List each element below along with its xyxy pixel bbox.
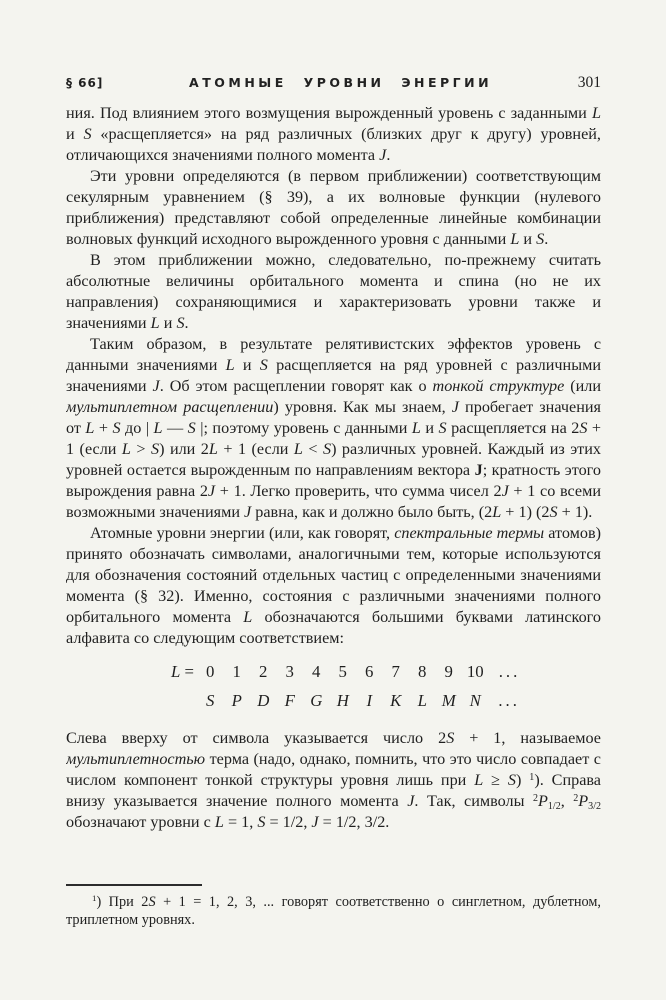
text-run: + 1, называемое	[454, 729, 601, 747]
text-run: = 1/2,	[265, 813, 312, 831]
text-run: = 1,	[223, 813, 258, 831]
text-run: J	[407, 792, 415, 810]
page-number: 301	[577, 74, 601, 91]
text-run: P	[538, 792, 548, 810]
text-run: P	[578, 792, 589, 810]
text-run: L	[153, 419, 163, 437]
l-equals-label	[152, 661, 197, 682]
text-run: 2	[532, 792, 538, 804]
text-run: 1	[529, 771, 535, 783]
text-run: «расщепляется» на ряд различных (близких друг к другу) уровней, отличающихся значениями полного момента	[66, 125, 601, 164]
text-run: и	[159, 314, 177, 332]
text-run: J	[501, 482, 509, 500]
footnote-text	[66, 893, 601, 931]
text-run: S	[507, 771, 516, 789]
text-run: ния. Под влиянием этого возмущения вырожденный уровень с заданными	[66, 104, 592, 122]
text-run: Таким образом, в результате релятивистских эффектов уровень с данными значениями	[66, 335, 601, 374]
text-run: S	[322, 440, 332, 458]
term-letters	[197, 690, 531, 711]
text-run: 3/2	[588, 800, 601, 812]
text-run: J	[152, 377, 160, 395]
text-run: .	[386, 146, 391, 164]
page-title: АТОМНЫЕ УРОВНИ ЭНЕРГИИ	[189, 75, 493, 90]
text-run: )	[516, 771, 530, 789]
text-run: В этом приближении можно, следовательно, по-прежнему считать абсолютные величины орбитального момента и спина (но не их направления) сохраняющимися и характеризовать уровни также и значениями	[66, 251, 601, 332]
text-run: пробегает значения от	[66, 398, 601, 437]
l-value: ...	[498, 662, 521, 681]
text-run: L	[208, 440, 218, 458]
text-run: L	[85, 419, 95, 437]
text-run: S	[257, 813, 266, 831]
text-run: J	[207, 482, 216, 500]
text-run: тонкой структуре	[432, 377, 565, 395]
text-run: =	[180, 662, 194, 681]
l-value: 9	[444, 662, 453, 681]
l-value: 4	[312, 662, 321, 681]
term-letter: H	[336, 691, 349, 710]
text-run: мультиплетном расщеплении	[66, 398, 274, 416]
term-table	[152, 661, 601, 719]
l-value: 6	[365, 662, 374, 681]
term-letter: L	[417, 691, 427, 710]
text-run: = 1/2, 3/2.	[318, 813, 390, 831]
paragraph-2	[66, 166, 601, 250]
term-letter: D	[257, 691, 270, 710]
text-run: (или	[564, 377, 601, 395]
text-run: + 1) (2	[501, 503, 550, 521]
text-run: —	[162, 419, 188, 437]
text-run: и	[234, 356, 260, 374]
text-run: >	[130, 440, 151, 458]
text-run: обозначают уровни с	[66, 813, 215, 831]
l-value: 1	[232, 662, 241, 681]
text-run: L	[591, 104, 601, 122]
running-head	[66, 74, 601, 92]
l-value: 3	[285, 662, 294, 681]
text-run: L	[492, 503, 502, 521]
l-value: 7	[391, 662, 400, 681]
l-values	[197, 661, 531, 682]
text-run: S	[438, 419, 447, 437]
text-run: <	[302, 440, 323, 458]
text-run: спектральные термы	[394, 524, 545, 542]
text-run: ) уровня. Как мы знаем,	[273, 398, 452, 416]
text-run: и	[420, 419, 439, 437]
text-run: и	[66, 125, 84, 143]
letters-row	[152, 690, 601, 719]
l-value: 0	[206, 662, 215, 681]
text-run: .	[184, 314, 189, 332]
text-run: S	[446, 729, 455, 747]
text-run: расщепляется на ряд уровней с различными значениями	[66, 356, 601, 395]
text-run: L	[170, 662, 181, 681]
text-run: + 1 со всеми возможными значениями	[66, 482, 601, 521]
text-run: S	[83, 125, 92, 143]
text-run: терма (надо, однако, помнить, что это число совпадает с числом компонент тонкой структуры уровня лишь при	[66, 750, 601, 789]
text-run: ) различных уровней. Каждый из этих уровней остается вырожденным по направлениям вектора	[66, 440, 601, 479]
text-run: + 1 (если	[217, 440, 294, 458]
text-run: до |	[120, 419, 154, 437]
text-run: |; поэтому уровень с данными	[195, 419, 412, 437]
term-letter: I	[366, 691, 373, 710]
term-letter: M	[441, 691, 456, 710]
text-run: обозначаются большими буквами латинского алфавита со следующим соответствием:	[66, 608, 601, 647]
text-run: S	[112, 419, 121, 437]
term-letter: F	[284, 691, 295, 710]
text-run: ). Справа внизу указывается значение полного момента	[66, 771, 601, 810]
footnote-rule	[66, 884, 202, 886]
term-letter: G	[310, 691, 323, 710]
text-run: S	[187, 419, 196, 437]
l-value: 2	[259, 662, 268, 681]
l-value: 10	[466, 662, 484, 681]
l-values-row	[152, 661, 601, 690]
term-letter: K	[390, 691, 402, 710]
text-run: J	[379, 146, 387, 164]
text-run: L	[474, 771, 484, 789]
text-run: L	[150, 314, 160, 332]
paragraph-1	[66, 103, 601, 166]
text-run: мультиплетностью	[66, 750, 206, 768]
text-run: L	[411, 419, 421, 437]
text-run: L	[510, 230, 520, 248]
text-run: ) или 2	[159, 440, 209, 458]
text-run: 2	[573, 792, 579, 804]
text-run: + 1).	[557, 503, 593, 521]
text-run: ≥	[483, 771, 508, 789]
text-run: . Так, символы	[414, 792, 533, 810]
term-letter: S	[206, 691, 215, 710]
text-run: L	[121, 440, 131, 458]
text-run: .	[544, 230, 549, 248]
text-run: + 1. Легко проверить, что сумма чисел 2	[215, 482, 502, 500]
text-run: 1/2	[547, 800, 561, 812]
text-run: S	[549, 503, 558, 521]
text-run: S	[579, 419, 588, 437]
text-run: L	[243, 608, 253, 626]
text-run: + 1 (если	[66, 419, 601, 458]
paragraph-5	[66, 523, 601, 649]
term-letter: N	[469, 691, 481, 710]
text-run: J	[474, 461, 483, 479]
text-run: L	[214, 813, 224, 831]
text-run: J	[244, 503, 252, 521]
text-run: ) При 2	[96, 893, 149, 910]
l-value: 5	[338, 662, 347, 681]
section-marker: § 66]	[66, 76, 104, 90]
text-run: и	[519, 230, 537, 248]
text-run: атомов) принято обозначать символами, аналогичными тем, которые используются для обозначения состояний отдельных частиц с определенными значениями момента (§ 32). Именно, состояния с различными значениями полного орбитального момента	[66, 524, 601, 626]
text-run: ; кратность этого вырождения равна 2	[66, 461, 601, 500]
text-run: Слева вверху от символа указывается число 2	[66, 729, 447, 747]
text-run: S	[536, 230, 545, 248]
text-run: расщепляется на 2	[446, 419, 580, 437]
paragraph-3	[66, 250, 601, 334]
text-run: Эти уровни определяются (в первом приближении) соответствующим секулярным уравнением (§ 39), а их волновые функции (нулевого приближения) представляют собой определенные линейные комбинации волновых функций исходного вырожденного уровня с данными	[66, 167, 601, 248]
text-run: L	[293, 440, 303, 458]
term-letter: ...	[498, 691, 521, 710]
page-body	[66, 103, 601, 883]
footnote	[66, 884, 601, 930]
text-run: равна, как и должно было быть, (2	[251, 503, 493, 521]
text-run: ,	[560, 792, 574, 810]
term-letter: P	[231, 691, 242, 710]
text-run: +	[94, 419, 113, 437]
text-run: J	[451, 398, 459, 416]
paragraph-6	[66, 728, 601, 833]
text-run: Атомные уровни энергии (или, как говорят,	[90, 524, 395, 542]
text-run: S	[148, 893, 156, 910]
l-value: 8	[418, 662, 427, 681]
text-run: S	[151, 440, 160, 458]
text-run: J	[311, 813, 319, 831]
text-run: L	[225, 356, 235, 374]
text-run: 1	[92, 893, 97, 904]
paragraph-4	[66, 334, 601, 523]
text-run: + 1 = 1, 2, 3, ... говорят соответственно о синглетном, дублетном, триплетном уровнях.	[66, 893, 601, 929]
text-run: S	[176, 314, 185, 332]
text-run: . Об этом расщеплении говорят как о	[159, 377, 433, 395]
text-run: S	[259, 356, 268, 374]
